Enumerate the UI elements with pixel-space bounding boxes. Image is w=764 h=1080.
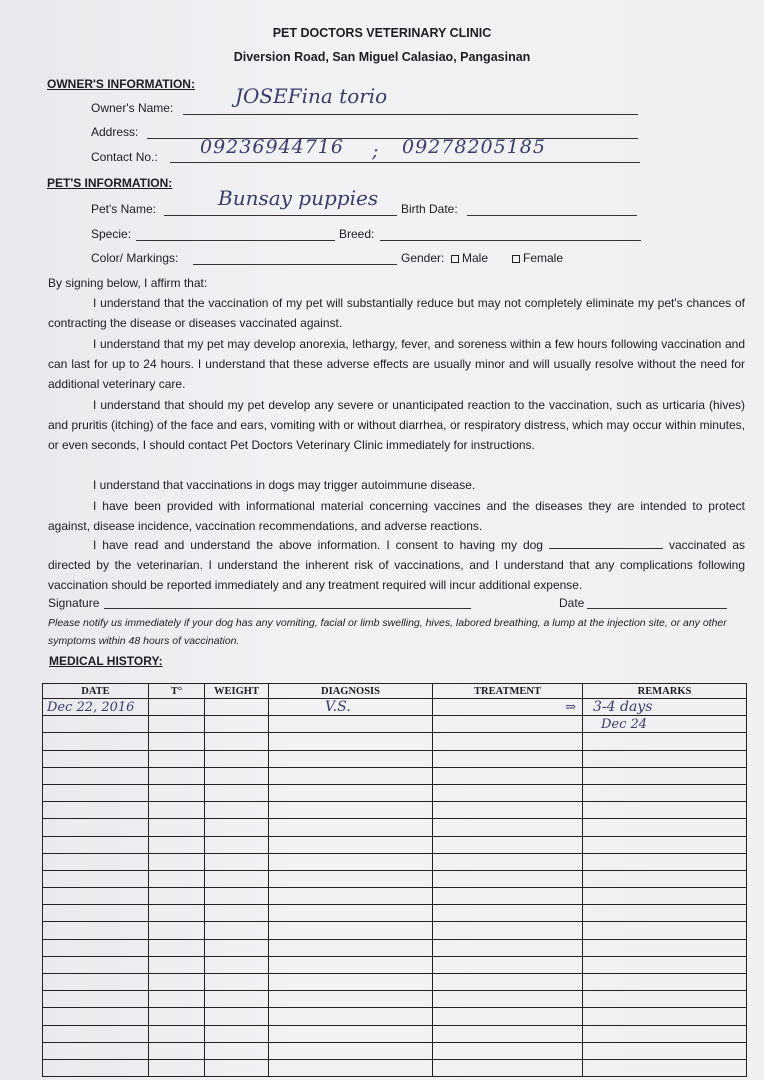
- consent-paragraph-5: I have been provided with informational material concerning vaccines and the diseases they are intended to protect against, disease incidence, vaccination recommendations, and adverse reactions.: [48, 499, 745, 533]
- color-markings-line: [193, 264, 397, 265]
- birth-date-label: Birth Date:: [401, 202, 458, 216]
- consent-p6-start: I have read and understand the above information. I consent to having my dog: [93, 538, 543, 552]
- owner-section-heading: OWNER'S INFORMATION:: [47, 77, 195, 91]
- entry-weight[interactable]: [205, 1059, 269, 1076]
- entry-date[interactable]: [43, 1008, 149, 1025]
- entry-treatment[interactable]: [433, 733, 583, 750]
- entry-remarks[interactable]: [583, 819, 747, 836]
- entry-date-text: Dec 22, 2016: [47, 699, 135, 715]
- entry-weight[interactable]: [205, 956, 269, 973]
- entry-remarks[interactable]: [583, 853, 747, 870]
- entry-treatment[interactable]: [433, 716, 583, 733]
- entry-temperature[interactable]: [149, 767, 205, 784]
- entry-diagnosis[interactable]: [269, 853, 433, 870]
- table-row: [43, 836, 747, 853]
- breed-label: Breed:: [339, 227, 375, 241]
- entry-remarks[interactable]: [583, 836, 747, 853]
- column-header-date: DATE: [43, 684, 149, 699]
- entry-date[interactable]: [43, 991, 149, 1008]
- color-markings-label: Color/ Markings:: [91, 251, 179, 265]
- entry-diagnosis[interactable]: [269, 784, 433, 801]
- entry-temperature[interactable]: [149, 750, 205, 767]
- pet-name-value: Bunsay puppies: [218, 186, 379, 210]
- entry-weight[interactable]: [205, 888, 269, 905]
- entry-diagnosis[interactable]: [269, 733, 433, 750]
- entry-treatment[interactable]: [433, 802, 583, 819]
- table-row: [43, 733, 747, 750]
- entry-remarks[interactable]: [583, 1025, 747, 1042]
- entry-remarks[interactable]: [583, 1042, 747, 1059]
- entry-date[interactable]: [43, 784, 149, 801]
- entry-diagnosis[interactable]: [269, 922, 433, 939]
- female-checkbox[interactable]: [512, 255, 520, 263]
- entry-temperature[interactable]: [149, 991, 205, 1008]
- entry-date[interactable]: [43, 974, 149, 991]
- entry-temperature[interactable]: [149, 1025, 205, 1042]
- table-row: [43, 784, 747, 801]
- entry-weight[interactable]: [205, 819, 269, 836]
- entry-diagnosis[interactable]: [269, 1059, 433, 1076]
- specie-line: [136, 240, 335, 241]
- column-header-diagnosis: DIAGNOSIS: [269, 684, 433, 699]
- table-row: [43, 802, 747, 819]
- entry-date[interactable]: [43, 905, 149, 922]
- gender-male-option[interactable]: [451, 251, 488, 265]
- entry-diagnosis[interactable]: [269, 802, 433, 819]
- table-row: [43, 870, 747, 887]
- entry-treatment[interactable]: [433, 922, 583, 939]
- signature-line: [104, 608, 471, 609]
- entry-diagnosis[interactable]: [269, 1008, 433, 1025]
- entry-temperature[interactable]: [149, 716, 205, 733]
- entry-temperature[interactable]: [149, 1042, 205, 1059]
- entry-treatment[interactable]: [433, 699, 583, 716]
- entry-date[interactable]: [43, 870, 149, 887]
- column-header-treatment: TREATMENT: [433, 684, 583, 699]
- entry-treatment[interactable]: [433, 767, 583, 784]
- entry-treatment[interactable]: [433, 1025, 583, 1042]
- entry-date[interactable]: [43, 1042, 149, 1059]
- pet-name-label: Pet's Name:: [91, 202, 156, 216]
- clinic-title: PET DOCTORS VETERINARY CLINIC: [272, 26, 492, 40]
- entry-diagnosis[interactable]: [269, 699, 433, 716]
- consent-p6-rest: as directed by the veterinarian. I understand the inherent risk of vaccinations, and I understand that any complications following vaccination should be reported immediately and any treatment required will incur additional expense.: [48, 538, 745, 592]
- entry-temperature[interactable]: [149, 1008, 205, 1025]
- specie-label: Specie:: [91, 227, 132, 241]
- consent-paragraph-2: I understand that my pet may develop anorexia, lethargy, fever, and soreness within a few hours following vaccination and can last for up to 24 hours. I understand that these adverse effects are usually minor and will usually resolve without the need for additional veterinary care.: [48, 337, 745, 391]
- entry-diagnosis[interactable]: [269, 716, 433, 733]
- table-row: [43, 699, 747, 716]
- entry-date[interactable]: [43, 1059, 149, 1076]
- entry-diagnosis[interactable]: [269, 1042, 433, 1059]
- birth-date-line: [467, 215, 637, 216]
- entry-weight[interactable]: [205, 836, 269, 853]
- entry-remarks[interactable]: [583, 733, 747, 750]
- entry-weight[interactable]: [205, 733, 269, 750]
- entry-weight[interactable]: [205, 870, 269, 887]
- entry-diagnosis[interactable]: [269, 956, 433, 973]
- entry-treatment[interactable]: [433, 956, 583, 973]
- entry-temperature[interactable]: [149, 784, 205, 801]
- entry-treatment[interactable]: [433, 974, 583, 991]
- entry-remarks[interactable]: [583, 767, 747, 784]
- entry-weight[interactable]: [205, 1025, 269, 1042]
- entry-remarks[interactable]: [583, 888, 747, 905]
- date-label: Date: [559, 596, 585, 610]
- table-row: [43, 819, 747, 836]
- entry-temperature[interactable]: [149, 888, 205, 905]
- entry-remarks[interactable]: [583, 870, 747, 887]
- table-row: [43, 888, 747, 905]
- entry-temperature[interactable]: [149, 853, 205, 870]
- owner-name-line: [183, 114, 638, 115]
- date-line: [587, 608, 727, 609]
- entry-treatment[interactable]: [433, 1008, 583, 1025]
- entry-diagnosis[interactable]: [269, 819, 433, 836]
- contact-label: Contact No.:: [91, 150, 158, 164]
- column-header-remarks: REMARKS: [583, 684, 747, 699]
- entry-remarks[interactable]: [583, 802, 747, 819]
- consent-paragraph-4: I understand that vaccinations in dogs may trigger autoimmune disease.: [93, 478, 476, 492]
- entry-weight[interactable]: [205, 905, 269, 922]
- table-row: [43, 956, 747, 973]
- entry-temperature[interactable]: [149, 939, 205, 956]
- entry-diagnosis[interactable]: [269, 974, 433, 991]
- entry-diagnosis[interactable]: [269, 905, 433, 922]
- entry-diagnosis[interactable]: [269, 991, 433, 1008]
- medical-history-heading: MEDICAL HISTORY:: [49, 654, 163, 668]
- table-row: [43, 750, 747, 767]
- entry-remarks[interactable]: [583, 784, 747, 801]
- table-row: [43, 1059, 747, 1076]
- table-row: [43, 767, 747, 784]
- pet-name-line: [164, 215, 397, 216]
- entry-remarks[interactable]: [583, 956, 747, 973]
- entry-treatment[interactable]: [433, 991, 583, 1008]
- entry-diagnosis-text: V.S.: [325, 699, 351, 716]
- entry-remarks[interactable]: [583, 716, 747, 733]
- table-row: [43, 716, 747, 733]
- entry-treatment[interactable]: [433, 836, 583, 853]
- entry-date[interactable]: [43, 1025, 149, 1042]
- entry-diagnosis[interactable]: [269, 888, 433, 905]
- consent-paragraph-6: [48, 535, 745, 595]
- entry-date[interactable]: [43, 853, 149, 870]
- entry-remarks-text-2: Dec 24: [601, 716, 648, 732]
- gender-female-text: Female: [523, 251, 564, 265]
- entry-treatment[interactable]: [433, 905, 583, 922]
- entry-weight[interactable]: [205, 716, 269, 733]
- column-header-temperature: T°: [149, 684, 205, 699]
- entry-diagnosis[interactable]: [269, 750, 433, 767]
- column-header-weight: WEIGHT: [205, 684, 269, 699]
- entry-remarks[interactable]: [583, 750, 747, 767]
- consent-paragraph-1: I understand that the vaccination of my pet will substantially reduce but may not completely eliminate my pet's chances of contracting the disease or diseases vaccinated against.: [48, 296, 745, 330]
- table-row: [43, 939, 747, 956]
- table-row: [43, 922, 747, 939]
- medical-history-rows: [43, 699, 747, 1077]
- entry-weight[interactable]: [205, 1042, 269, 1059]
- entry-treatment[interactable]: [433, 888, 583, 905]
- table-row: [43, 991, 747, 1008]
- entry-date[interactable]: [43, 956, 149, 973]
- pet-section-heading: PET'S INFORMATION:: [47, 176, 173, 190]
- entry-date[interactable]: [43, 767, 149, 784]
- male-checkbox[interactable]: [451, 255, 459, 263]
- consent-paragraph-3: I understand that should my pet develop any severe or unanticipated reaction to the vaccination, such as urticaria (hives) and pruritis (itching) of the face and ears, vomiting with or without diarrhea, or respiratory distress, which may occur within minutes, or even seconds, I should contact Pet Doctors Veterinary Clinic immediately for instructions.: [48, 398, 745, 452]
- table-row: [43, 1042, 747, 1059]
- entry-date[interactable]: [43, 733, 149, 750]
- entry-remarks[interactable]: [583, 1059, 747, 1076]
- entry-temperature[interactable]: [149, 905, 205, 922]
- table-row: [43, 1025, 747, 1042]
- entry-temperature[interactable]: [149, 733, 205, 750]
- dog-name-blank: [549, 537, 663, 549]
- entry-temperature[interactable]: [149, 836, 205, 853]
- entry-weight[interactable]: [205, 853, 269, 870]
- entry-date[interactable]: [43, 888, 149, 905]
- entry-weight[interactable]: [205, 802, 269, 819]
- entry-date[interactable]: [43, 836, 149, 853]
- entry-weight[interactable]: [205, 939, 269, 956]
- entry-treatment[interactable]: [433, 853, 583, 870]
- entry-date[interactable]: [43, 939, 149, 956]
- table-row: [43, 853, 747, 870]
- entry-diagnosis[interactable]: [269, 836, 433, 853]
- contact-value-1: 09236944716: [200, 136, 344, 158]
- owner-name-value: JOSEFina torio: [235, 84, 388, 108]
- table-row: [43, 974, 747, 991]
- table-row: [43, 905, 747, 922]
- entry-temperature[interactable]: [149, 802, 205, 819]
- signature-label: Signature: [48, 596, 100, 610]
- entry-temperature[interactable]: [149, 819, 205, 836]
- entry-temperature[interactable]: [149, 922, 205, 939]
- entry-date[interactable]: [43, 699, 149, 716]
- entry-temperature[interactable]: [149, 1059, 205, 1076]
- entry-remarks-text: 3-4 days: [593, 699, 653, 716]
- entry-weight[interactable]: [205, 784, 269, 801]
- medical-history-table: [42, 683, 747, 1077]
- entry-diagnosis[interactable]: [269, 1025, 433, 1042]
- entry-temperature[interactable]: [149, 870, 205, 887]
- entry-weight[interactable]: [205, 699, 269, 716]
- clinic-address: Diversion Road, San Miguel Calasiao, Pangasinan: [233, 50, 531, 64]
- entry-remarks[interactable]: [583, 905, 747, 922]
- entry-weight[interactable]: [205, 767, 269, 784]
- entry-weight[interactable]: [205, 750, 269, 767]
- contact-line: [170, 162, 640, 163]
- entry-temperature[interactable]: [149, 956, 205, 973]
- entry-diagnosis[interactable]: [269, 939, 433, 956]
- entry-date[interactable]: [43, 750, 149, 767]
- breed-line: [380, 240, 641, 241]
- entry-remarks[interactable]: [583, 1008, 747, 1025]
- notification-note: Please notify us immediately if your dog has any vomiting, facial or limb swelling, hives, labored breathing, a lump at the injection site, or any other symptoms within 48 hours of vaccination.: [48, 617, 727, 647]
- entry-treatment[interactable]: [433, 819, 583, 836]
- entry-remarks[interactable]: [583, 974, 747, 991]
- entry-remarks[interactable]: [583, 699, 747, 716]
- gender-male-text: Male: [462, 251, 489, 265]
- owner-address-label: Address:: [91, 125, 139, 139]
- entry-weight[interactable]: [205, 974, 269, 991]
- entry-date[interactable]: [43, 922, 149, 939]
- entry-diagnosis[interactable]: [269, 870, 433, 887]
- entry-date[interactable]: [43, 819, 149, 836]
- gender-label: Gender:: [401, 251, 445, 265]
- table-header-row: [43, 684, 747, 699]
- entry-remarks[interactable]: [583, 991, 747, 1008]
- table-row: [43, 1008, 747, 1025]
- consent-p6-vaccinated: vaccinated: [668, 538, 727, 552]
- owner-name-label: Owner's Name:: [91, 101, 174, 115]
- contact-separator: ;: [372, 140, 379, 162]
- entry-treatment[interactable]: [433, 939, 583, 956]
- entry-treatment[interactable]: [433, 1042, 583, 1059]
- consent-intro: By signing below, I affirm that:: [48, 276, 208, 290]
- entry-treatment[interactable]: [433, 1059, 583, 1076]
- entry-treatment-mark: ⇒: [565, 699, 576, 715]
- entry-weight[interactable]: [205, 922, 269, 939]
- entry-date[interactable]: [43, 802, 149, 819]
- entry-remarks[interactable]: [583, 939, 747, 956]
- entry-temperature[interactable]: [149, 974, 205, 991]
- entry-treatment[interactable]: [433, 784, 583, 801]
- entry-temperature[interactable]: [149, 699, 205, 716]
- entry-diagnosis[interactable]: [269, 767, 433, 784]
- entry-weight[interactable]: [205, 991, 269, 1008]
- contact-value-2: 09278205185: [402, 136, 546, 158]
- entry-date[interactable]: [43, 716, 149, 733]
- entry-remarks[interactable]: [583, 922, 747, 939]
- entry-treatment[interactable]: [433, 870, 583, 887]
- entry-weight[interactable]: [205, 1008, 269, 1025]
- gender-female-option[interactable]: [512, 251, 563, 265]
- entry-treatment[interactable]: [433, 750, 583, 767]
